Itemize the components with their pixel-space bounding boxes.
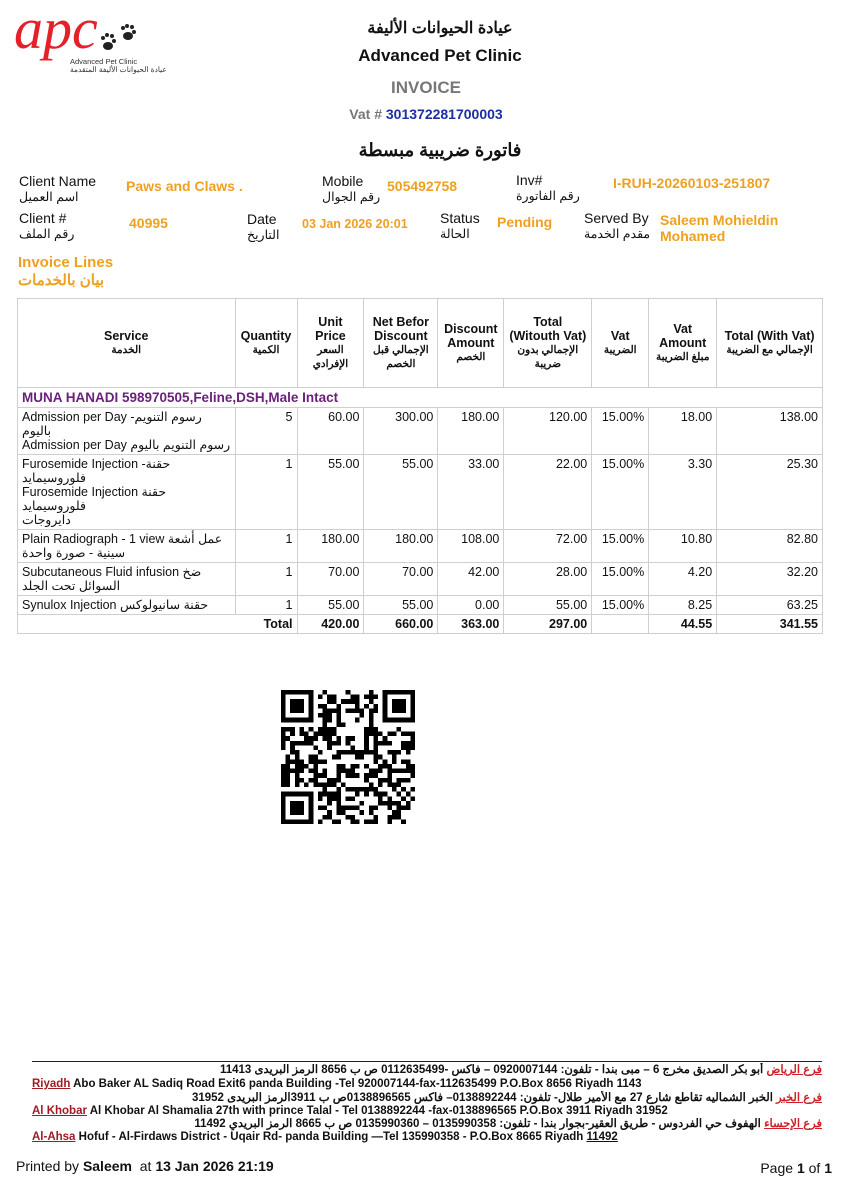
cell-total: 25.30 xyxy=(717,455,823,530)
cell-qty: 5 xyxy=(235,408,297,455)
cell-disc: 108.00 xyxy=(438,530,504,563)
service-cell: Synulox Injection حقنة سانيولوكس xyxy=(18,596,236,615)
cell-total: 82.80 xyxy=(717,530,823,563)
vat-number: 301372281700003 xyxy=(385,106,503,122)
khobar-address: Al Khobar Al Khobar Al Shamalia 27th with prince Talal - Tel 0138892244 -fax-0138896565 P.O.Box 3911 Riyadh 31952 xyxy=(32,1105,668,1117)
cell-qty: 1 xyxy=(235,596,297,615)
table-row xyxy=(18,596,823,615)
cell-total-nv: 55.00 xyxy=(504,596,592,615)
cell-vat: 15.00% xyxy=(592,530,649,563)
cell-vat: 15.00% xyxy=(592,408,649,455)
totals-row xyxy=(18,615,823,634)
mobile-label: Mobile رقم الجوال xyxy=(322,173,381,204)
service-cell: Furosemide Injection -حقنة فلوروسيمايد Furosemide Injection حقنة فلوروسيمايد دايروجات xyxy=(18,455,236,530)
invoice-number-label: Inv# رقم الفاتورة xyxy=(516,172,580,203)
total-net: 660.00 xyxy=(364,615,438,634)
patient-group-row xyxy=(18,388,823,408)
table-row xyxy=(18,408,823,455)
riyadh-address-arabic: فرع الرياض أبو بكر الصديق مخرج 6 – مبى بندا - تلفون: 0920007144 – فاكس -0112635499 ص ب 8656 الرمز البريدى 11413 xyxy=(219,1064,822,1076)
cell-qty: 1 xyxy=(235,530,297,563)
cell-qty: 1 xyxy=(235,563,297,596)
mobile-value: 505492758 xyxy=(387,178,458,194)
cell-unit: 60.00 xyxy=(297,408,364,455)
column-header: Vat Amount مبلغ الضريبة xyxy=(649,299,717,388)
totals-label: Total xyxy=(18,615,298,634)
logo-mark: apc xyxy=(14,0,98,61)
table-header-row xyxy=(18,299,823,388)
invoice-title: INVOICE xyxy=(391,78,461,97)
cell-net: 180.00 xyxy=(364,530,438,563)
total-total: 341.55 xyxy=(717,615,823,634)
khobar-address-arabic: فرع الخبر الخبر الشماليه تقاطع شارع 27 مع الأمير طلال- تلفون: 0138892244– فاكس 0138896565ص ب 3911الرمز البريدى 31952 xyxy=(191,1092,822,1104)
column-header: Total (With Vat) الإجمالي مع الضريبة xyxy=(717,299,823,388)
client-name-label: Client Name اسم العميل xyxy=(19,173,97,204)
cell-vat-amt: 4.20 xyxy=(649,563,717,596)
cell-total: 138.00 xyxy=(717,408,823,455)
date-label: Date التاريخ xyxy=(247,211,280,242)
cell-total-nv: 28.00 xyxy=(504,563,592,596)
total-total-nv: 297.00 xyxy=(504,615,592,634)
served-by-label: Served By مقدم الخدمة xyxy=(584,210,651,241)
cell-vat-amt: 8.25 xyxy=(649,596,717,615)
served-by-value: Saleem Mohieldin Mohamed xyxy=(660,212,779,244)
column-header: Quantity الكمية xyxy=(235,299,297,388)
cell-vat-amt: 18.00 xyxy=(649,408,717,455)
patient-info: MUNA HANADI 598970505,Feline,DSH,Male Intact xyxy=(18,388,823,408)
clinic-name-arabic: عيادة الحيوانات الأليفة xyxy=(367,20,513,37)
clinic-logo xyxy=(14,0,167,78)
service-cell: Subcutaneous Fluid infusion ضخ السوائل تحت الجلد xyxy=(18,563,236,596)
cell-disc: 33.00 xyxy=(438,455,504,530)
column-header: Discount Amount الخصم xyxy=(438,299,504,388)
cell-total-nv: 72.00 xyxy=(504,530,592,563)
cell-vat: 15.00% xyxy=(592,596,649,615)
cell-unit: 180.00 xyxy=(297,530,364,563)
clinic-name: Advanced Pet Clinic xyxy=(358,46,522,65)
cell-total: 63.25 xyxy=(717,596,823,615)
service-cell: Admission per Day -رسوم التنويم باليوم Admission per Day رسوم التنويم باليوم xyxy=(18,408,236,455)
status-label: Status الحالة xyxy=(440,210,480,241)
cell-unit: 70.00 xyxy=(297,563,364,596)
qr-code xyxy=(281,689,415,825)
invoice-number-value: I-RUH-20260103-251807 xyxy=(613,175,771,191)
invoice-lines-table xyxy=(17,298,823,634)
cell-unit: 55.00 xyxy=(297,455,364,530)
cell-vat-amt: 3.30 xyxy=(649,455,717,530)
column-header: Vat الضريبة xyxy=(592,299,649,388)
cell-vat: 15.00% xyxy=(592,455,649,530)
cell-vat-amt: 10.80 xyxy=(649,530,717,563)
column-header: Total (Witouth Vat) الإجمالي بدون ضريبة xyxy=(504,299,592,388)
total-vat-empty xyxy=(592,615,649,634)
cell-qty: 1 xyxy=(235,455,297,530)
cell-vat: 15.00% xyxy=(592,563,649,596)
status-value: Pending xyxy=(497,214,553,230)
client-number-value: 40995 xyxy=(129,215,168,231)
page-number: Page 1 of 1 xyxy=(760,1160,832,1176)
cell-net: 300.00 xyxy=(364,408,438,455)
cell-net: 55.00 xyxy=(364,455,438,530)
cell-net: 55.00 xyxy=(364,596,438,615)
invoice-lines-title: Invoice Lines بيان بالخدمات xyxy=(18,254,114,289)
table-row xyxy=(18,563,823,596)
riyadh-address: Riyadh Abo Baker AL Sadiq Road Exit6 panda Building -Tel 920007144-fax-112635499 P.O.Box 8656 Riyadh 1143 xyxy=(32,1078,642,1090)
cell-total-nv: 120.00 xyxy=(504,408,592,455)
footer-divider xyxy=(32,1061,822,1062)
cell-disc: 180.00 xyxy=(438,408,504,455)
cell-disc: 0.00 xyxy=(438,596,504,615)
cell-disc: 42.00 xyxy=(438,563,504,596)
column-header: Net Befor Discount الإجمالي قبل الخصم xyxy=(364,299,438,388)
client-number-label: Client # رقم الملف xyxy=(19,210,75,241)
table-row xyxy=(18,530,823,563)
column-header: Service الخدمة xyxy=(18,299,236,388)
total-unit: 420.00 xyxy=(297,615,364,634)
column-header: Unit Price السعر الإفرادي xyxy=(297,299,364,388)
logo-subtitle: Advanced Pet Clinic عيادة الحيوانات الأليفة المتقدمة xyxy=(70,57,167,74)
cell-unit: 55.00 xyxy=(297,596,364,615)
simplified-tax-invoice-title: فاتورة ضريبية مبسطة xyxy=(358,140,522,160)
ahsa-address: Al-Ahsa Hofuf - Al-Firdaws District - Uqair Rd- panda Building —Tel 135990358 - P.O.Box 8665 Riyadh 11492 xyxy=(32,1131,618,1143)
date-value: 03 Jan 2026 20:01 xyxy=(302,217,408,231)
cell-total: 32.20 xyxy=(717,563,823,596)
printed-by: Printed by Saleem at 13 Jan 2026 21:19 xyxy=(16,1158,274,1174)
cell-total-nv: 22.00 xyxy=(504,455,592,530)
client-name-value: Paws and Claws . xyxy=(126,178,243,194)
service-cell: Plain Radiograph - 1 view عمل أشعة سينية - صورة واحدة xyxy=(18,530,236,563)
table-body xyxy=(18,388,823,634)
total-disc: 363.00 xyxy=(438,615,504,634)
ahsa-address-arabic: فرع الإحساء الهفوف حي الفردوس - طريق العقير-بجوار بندا - تلفون: 0135990358 – 0135990360 ص ب 8665 الرمز البريدي 11492 xyxy=(194,1118,822,1130)
cell-net: 70.00 xyxy=(364,563,438,596)
total-vat-amt: 44.55 xyxy=(649,615,717,634)
vat-number-line: Vat # 301372281700003 xyxy=(349,106,503,122)
table-row xyxy=(18,455,823,530)
